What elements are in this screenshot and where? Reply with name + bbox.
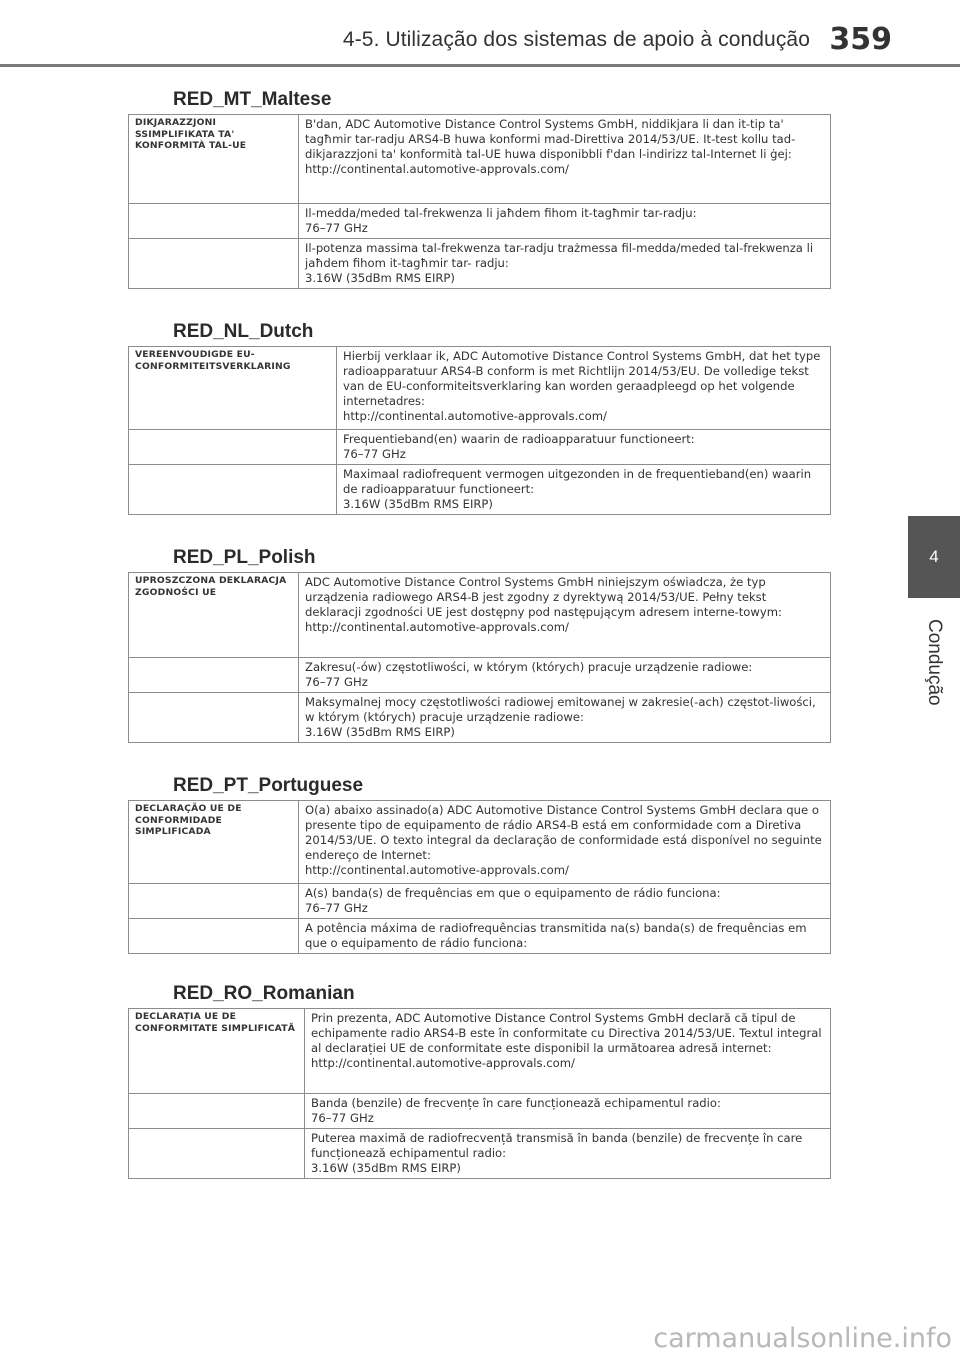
table-row bbox=[129, 430, 831, 465]
power-cell bbox=[337, 465, 831, 515]
empty-cell bbox=[129, 884, 299, 919]
declaration-label: DIKJARAZZJONI SSIMPLIFIKATA TA' KONFORMITÀ TAL-UE bbox=[129, 115, 299, 204]
section-romanian bbox=[128, 980, 830, 1179]
frequency-cell bbox=[337, 430, 831, 465]
row-text: Il-potenza massima tal-frekwenza tar-radju trażmessa fil-medda/meded tal-frekwenza li jaħdem fihom it-tagħmir tar- radju: bbox=[305, 241, 814, 270]
table-row bbox=[129, 801, 831, 884]
page-header bbox=[0, 0, 960, 66]
chapter-tab[interactable]: 4 bbox=[908, 516, 960, 598]
row-text: O(a) abaixo assinado(a) ADC Automotive Distance Control Systems GmbH declara que o presente tipo de equipamento de rádio ARS4-B está em conformidade com a Diretiva 2014/53/UE. O texto integral da declaração de conformidade está disponível no seguinte endereço de Internet: bbox=[305, 803, 822, 862]
empty-cell bbox=[129, 204, 299, 239]
section-heading: RED_RO_Romanian bbox=[173, 983, 355, 1004]
row-value: http://continental.automotive-approvals.com/ bbox=[305, 620, 569, 634]
row-value: 76–77 GHz bbox=[311, 1111, 374, 1125]
declaration-table bbox=[128, 572, 831, 743]
row-text: Il-medda/meded tal-frekwenza li jaħdem fihom it-tagħmir tar-radju: bbox=[305, 206, 697, 220]
empty-cell bbox=[129, 919, 299, 954]
row-value: http://continental.automotive-approvals.com/ bbox=[305, 863, 569, 877]
section-dutch bbox=[128, 318, 830, 515]
row-text: Prin prezenta, ADC Automotive Distance Control Systems GmbH declară că tipul de echipamente radio ARS4-B este în conformitate cu Directiva 2014/53/UE. Textul integral al declarației UE de conformitate este disponibil la următoarea adresă internet: bbox=[311, 1011, 822, 1055]
table-row bbox=[129, 884, 831, 919]
row-value: 76–77 GHz bbox=[305, 221, 368, 235]
table-row bbox=[129, 115, 831, 204]
row-text: A potência máxima de radiofrequências transmitida na(s) banda(s) de frequências em que o equipamento de rádio funciona: bbox=[305, 921, 807, 950]
table-row bbox=[129, 239, 831, 289]
page-number: 359 bbox=[829, 22, 892, 57]
row-value: 3.16W (35dBm RMS EIRP) bbox=[311, 1161, 461, 1175]
declaration-text bbox=[299, 115, 831, 204]
declaration-text bbox=[299, 801, 831, 884]
chapter-label: Condução bbox=[924, 618, 945, 706]
section-heading: RED_PL_Polish bbox=[173, 547, 316, 568]
row-text: Maksymalnej mocy częstotliwości radiowej emitowanej w zakresie(-ach) częstot-liwości, w którym (których) pracuje urządzenie radiowe: bbox=[305, 695, 816, 724]
row-text: Banda (benzile) de frecvențe în care funcționează echipamentul radio: bbox=[311, 1096, 721, 1110]
power-cell bbox=[299, 239, 831, 289]
row-value: 76–77 GHz bbox=[305, 675, 368, 689]
declaration-label: DECLARAÇÃO UE DE CONFORMIDADE SIMPLIFICADA bbox=[129, 801, 299, 884]
empty-cell bbox=[129, 465, 337, 515]
row-value: http://continental.automotive-approvals.com/ bbox=[343, 409, 607, 423]
row-text: ADC Automotive Distance Control Systems GmbH niniejszym oświadcza, że typ urządzenia radiowego ARS4-B jest zgodny z dyrektywą 2014/53/UE. Pełny tekst deklaracji zgodności UE jest dostępny pod następującym adresem interne-towym: bbox=[305, 575, 782, 619]
section-portuguese bbox=[128, 772, 830, 954]
declaration-label: VEREENVOUDIGDE EU-CONFORMITEITSVERKLARING bbox=[129, 347, 337, 430]
empty-cell bbox=[129, 658, 299, 693]
table-row bbox=[129, 204, 831, 239]
table-row bbox=[129, 1009, 831, 1094]
declaration-table bbox=[128, 800, 831, 954]
table-row bbox=[129, 1094, 831, 1129]
power-cell bbox=[299, 693, 831, 743]
declaration-table bbox=[128, 1008, 831, 1179]
empty-cell bbox=[129, 693, 299, 743]
row-value: http://continental.automotive-approvals.com/ bbox=[305, 162, 569, 176]
section-heading: RED_MT_Maltese bbox=[173, 89, 332, 110]
watermark: carmanualsonline.info bbox=[653, 1323, 952, 1354]
power-cell bbox=[299, 919, 831, 954]
empty-cell bbox=[129, 239, 299, 289]
declaration-text bbox=[337, 347, 831, 430]
row-value: 3.16W (35dBm RMS EIRP) bbox=[343, 497, 493, 511]
empty-cell bbox=[129, 430, 337, 465]
frequency-cell bbox=[299, 204, 831, 239]
header-title: 4-5. Utilização dos sistemas de apoio à condução bbox=[342, 28, 810, 51]
declaration-label: UPROSZCZONA DEKLARACJA ZGODNOŚCI UE bbox=[129, 573, 299, 658]
table-row bbox=[129, 573, 831, 658]
row-value: http://continental.automotive-approvals.com/ bbox=[311, 1056, 575, 1070]
declaration-text bbox=[305, 1009, 831, 1094]
empty-cell bbox=[129, 1129, 305, 1179]
frequency-cell bbox=[305, 1094, 831, 1129]
section-heading: RED_PT_Portuguese bbox=[173, 775, 364, 796]
section-polish bbox=[128, 544, 830, 743]
row-text: B'dan, ADC Automotive Distance Control Systems GmbH, niddikjara li dan it-tip ta' tagħmir tar-radju ARS4-B huwa konformi mad-Direttiva 2014/53/UE. It-test kollu tad-dikjarazzjoni ta' konformità tal-UE huwa disponibbli f'dan l-indirizz tal-Internet li ġej: bbox=[305, 117, 796, 161]
row-value: 76–77 GHz bbox=[305, 901, 368, 915]
table-row bbox=[129, 465, 831, 515]
row-text: Maximaal radiofrequent vermogen uitgezonden in de frequentieband(en) waarin de radioapparatuur functioneert: bbox=[343, 467, 812, 496]
table-row bbox=[129, 1129, 831, 1179]
row-text: Hierbij verklaar ik, ADC Automotive Distance Control Systems GmbH, dat het type radioapparatuur ARS4-B conform is met Richtlijn 2014/53/EU. De volledige tekst van de EU-conformiteitsverklaring kan worden geraadpleegd op het volgende internetadres: bbox=[343, 349, 821, 408]
row-value: 3.16W (35dBm RMS EIRP) bbox=[305, 725, 455, 739]
frequency-cell bbox=[299, 884, 831, 919]
declaration-text bbox=[299, 573, 831, 658]
row-value: 3.16W (35dBm RMS EIRP) bbox=[305, 271, 455, 285]
declaration-table bbox=[128, 114, 831, 289]
section-heading: RED_NL_Dutch bbox=[173, 321, 314, 342]
row-text: Frequentieband(en) waarin de radioapparatuur functioneert: bbox=[343, 432, 695, 446]
row-value: 76–77 GHz bbox=[343, 447, 406, 461]
section-maltese bbox=[128, 86, 830, 289]
power-cell bbox=[305, 1129, 831, 1179]
header-rule bbox=[0, 64, 960, 67]
row-text: A(s) banda(s) de frequências em que o equipamento de rádio funciona: bbox=[305, 886, 721, 900]
table-row bbox=[129, 919, 831, 954]
row-text: Zakresu(-ów) częstotliwości, w którym (których) pracuje urządzenie radiowe: bbox=[305, 660, 753, 674]
table-row bbox=[129, 693, 831, 743]
declaration-table bbox=[128, 346, 831, 515]
frequency-cell bbox=[299, 658, 831, 693]
row-text: Puterea maximă de radiofrecvență transmisă în banda (benzile) de frecvențe în care funcționează echipamentul radio: bbox=[311, 1131, 803, 1160]
empty-cell bbox=[129, 1094, 305, 1129]
declaration-label: DECLARAȚIA UE DE CONFORMITATE SIMPLIFICATĂ bbox=[129, 1009, 305, 1094]
table-row bbox=[129, 658, 831, 693]
table-row bbox=[129, 347, 831, 430]
